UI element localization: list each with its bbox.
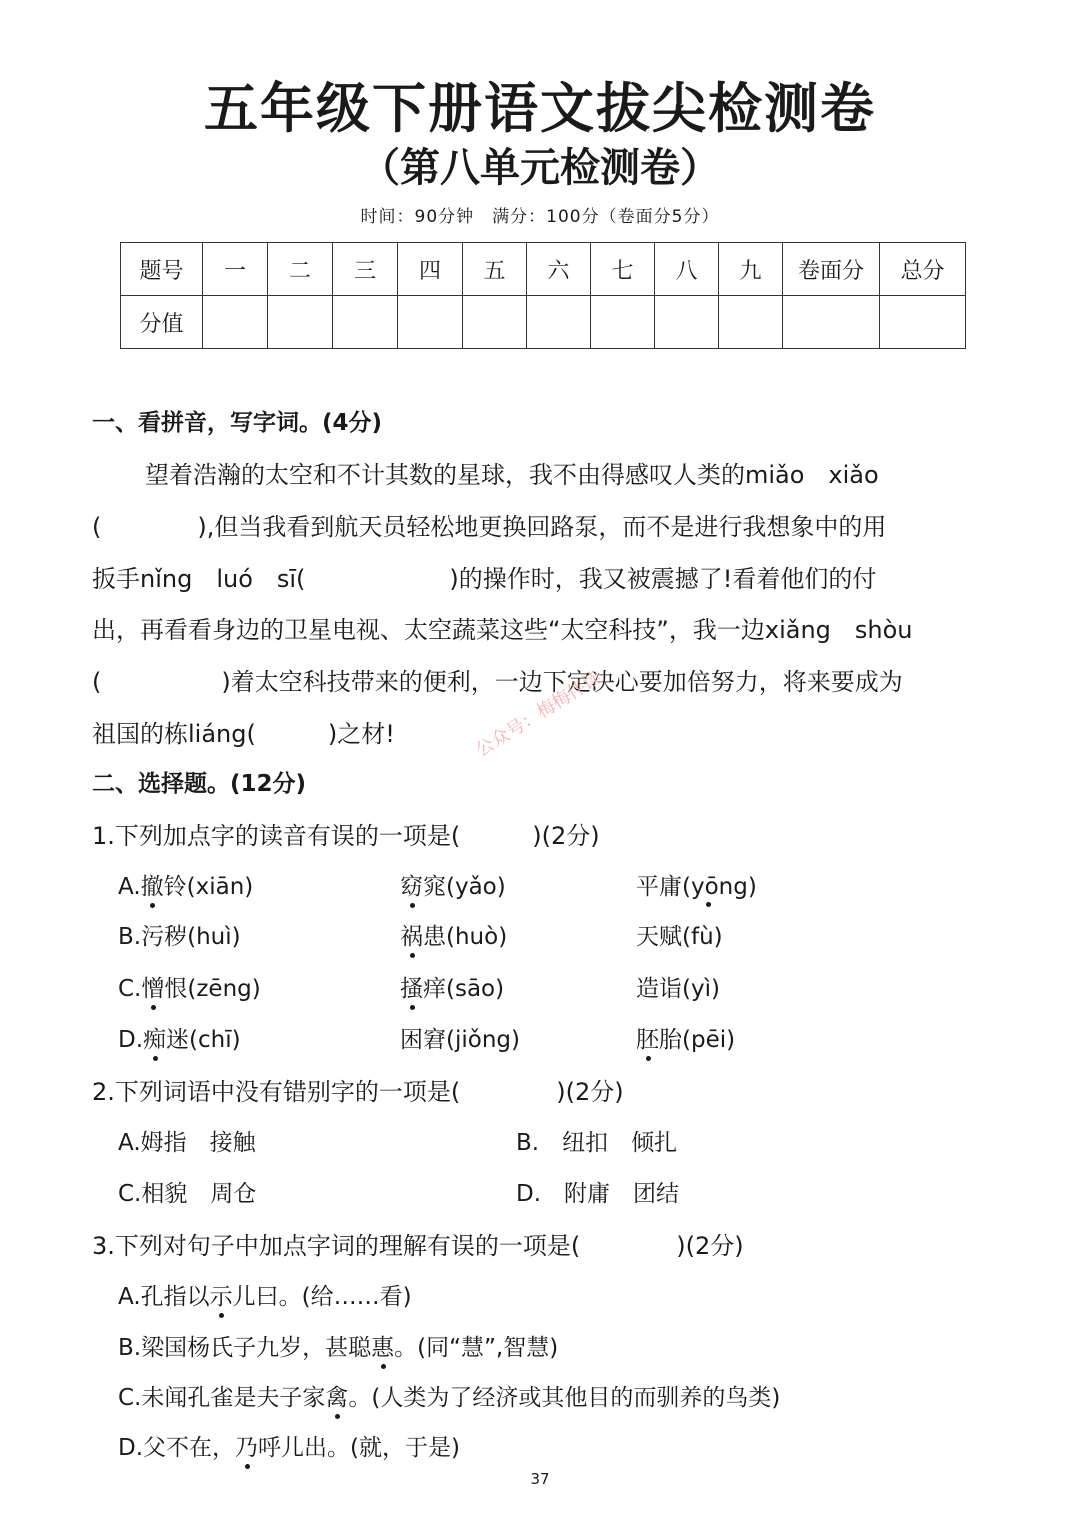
score-blank[interactable] (203, 296, 268, 349)
q1-option-d1: D.痴迷(chī) (118, 1021, 241, 1054)
q3-option-a: A.孔指以示儿曰。(给……看) (118, 1278, 412, 1311)
q1-option-c1: C.憎恨(zēng) (118, 970, 261, 1003)
section2-heading: 二、选择题。(12分) (92, 771, 307, 797)
score-table-header-row (121, 243, 966, 296)
q1-option-b2: 祸患(huò) (400, 918, 507, 951)
q1-option-a2: 窈窕(yǎo) (400, 868, 506, 901)
q1-option-a3: 平庸(yōng) (636, 874, 757, 900)
watermark: 公众号：梅梅伴读 (472, 667, 606, 762)
table-cell: 三 (333, 243, 398, 296)
q1-option-a1: A.撤铃(xiān) (118, 868, 253, 901)
score-blank[interactable] (268, 296, 333, 349)
score-blank[interactable] (463, 296, 527, 349)
table-cell: 五 (463, 243, 527, 296)
table-cell: 分值 (121, 296, 203, 349)
question-1-stem: 1.下列加点字的读音有误的一项是( )(2分) (92, 822, 600, 850)
q1-option-b1: B.污秽(huì) (118, 924, 241, 950)
passage-line: ( ),但当我看到航天员轻松地更换回路泵，而不是进行我想象中的用 (92, 513, 887, 541)
q1-option-d2: 困窘(jiǒng) (400, 1027, 520, 1053)
q1-option-b3: 天赋(fù) (636, 924, 723, 950)
table-cell: 卷面分 (783, 243, 880, 296)
page-subtitle: （第八单元检测卷） (360, 145, 720, 191)
passage-line: ( )着太空科技带来的便利，一边下定决心要加倍努力，将来要成为 (92, 668, 903, 696)
table-cell: 总分 (880, 243, 966, 296)
score-blank[interactable] (333, 296, 398, 349)
q2-option-a: A.姆指 接触 (118, 1130, 256, 1156)
passage-line: 出，再看看身边的卫星电视、太空蔬菜这些“太空科技”，我一边xiǎng shòu (92, 616, 913, 644)
question-3-stem: 3.下列对句子中加点字词的理解有误的一项是( )(2分) (92, 1232, 744, 1260)
q1-option-c2: 搔痒(sāo) (400, 970, 504, 1003)
table-cell: 题号 (121, 243, 203, 296)
score-table (120, 242, 966, 349)
question-2-stem: 2.下列词语中没有错别字的一项是( )(2分) (92, 1078, 624, 1106)
q2-option-b: B. 纽扣 倾扎 (516, 1130, 678, 1156)
table-cell: 二 (268, 243, 333, 296)
exam-meta: 时间：90分钟 满分：100分（卷面分5分） (360, 207, 720, 227)
table-cell: 四 (398, 243, 463, 296)
page-title: 五年级下册语文拔尖检测卷 (204, 77, 876, 140)
score-blank[interactable] (719, 296, 783, 349)
score-table-value-row (121, 296, 966, 349)
score-blank[interactable] (783, 296, 880, 349)
q2-option-d: D. 附庸 团结 (516, 1181, 680, 1207)
q1-option-c3: 造诣(yì) (636, 976, 720, 1002)
score-blank[interactable] (655, 296, 719, 349)
q2-option-c: C.相貌 周仓 (118, 1181, 257, 1207)
score-blank[interactable] (591, 296, 655, 349)
q3-option-c: C.未闻孔雀是夫子家禽。(人类为了经济或其他目的而驯养的鸟类) (118, 1379, 780, 1412)
q1-option-d3: 胚胎(pēi) (636, 1021, 735, 1054)
score-blank[interactable] (527, 296, 591, 349)
passage-line: 祖国的栋liáng( )之材! (92, 720, 395, 748)
section1-heading: 一、看拼音，写字词。(4分) (92, 410, 383, 436)
q3-option-d: D.父不在，乃呼儿出。(就，于是) (118, 1429, 460, 1462)
score-blank[interactable] (880, 296, 966, 349)
q3-option-b: B.梁国杨氏子九岁，甚聪惠。(同“慧”,智慧) (118, 1329, 558, 1362)
table-cell: 六 (527, 243, 591, 296)
table-cell: 九 (719, 243, 783, 296)
passage-line: 扳手nǐng luó sī( )的操作时，我又被震撼了!看着他们的付 (92, 565, 877, 593)
page-number: 37 (530, 1470, 550, 1488)
table-cell: 八 (655, 243, 719, 296)
table-cell: 七 (591, 243, 655, 296)
table-cell: 一 (203, 243, 268, 296)
passage-line: 望着浩瀚的太空和不计其数的星球，我不由得感叹人类的miǎo xiǎo (145, 461, 879, 489)
score-blank[interactable] (398, 296, 463, 349)
